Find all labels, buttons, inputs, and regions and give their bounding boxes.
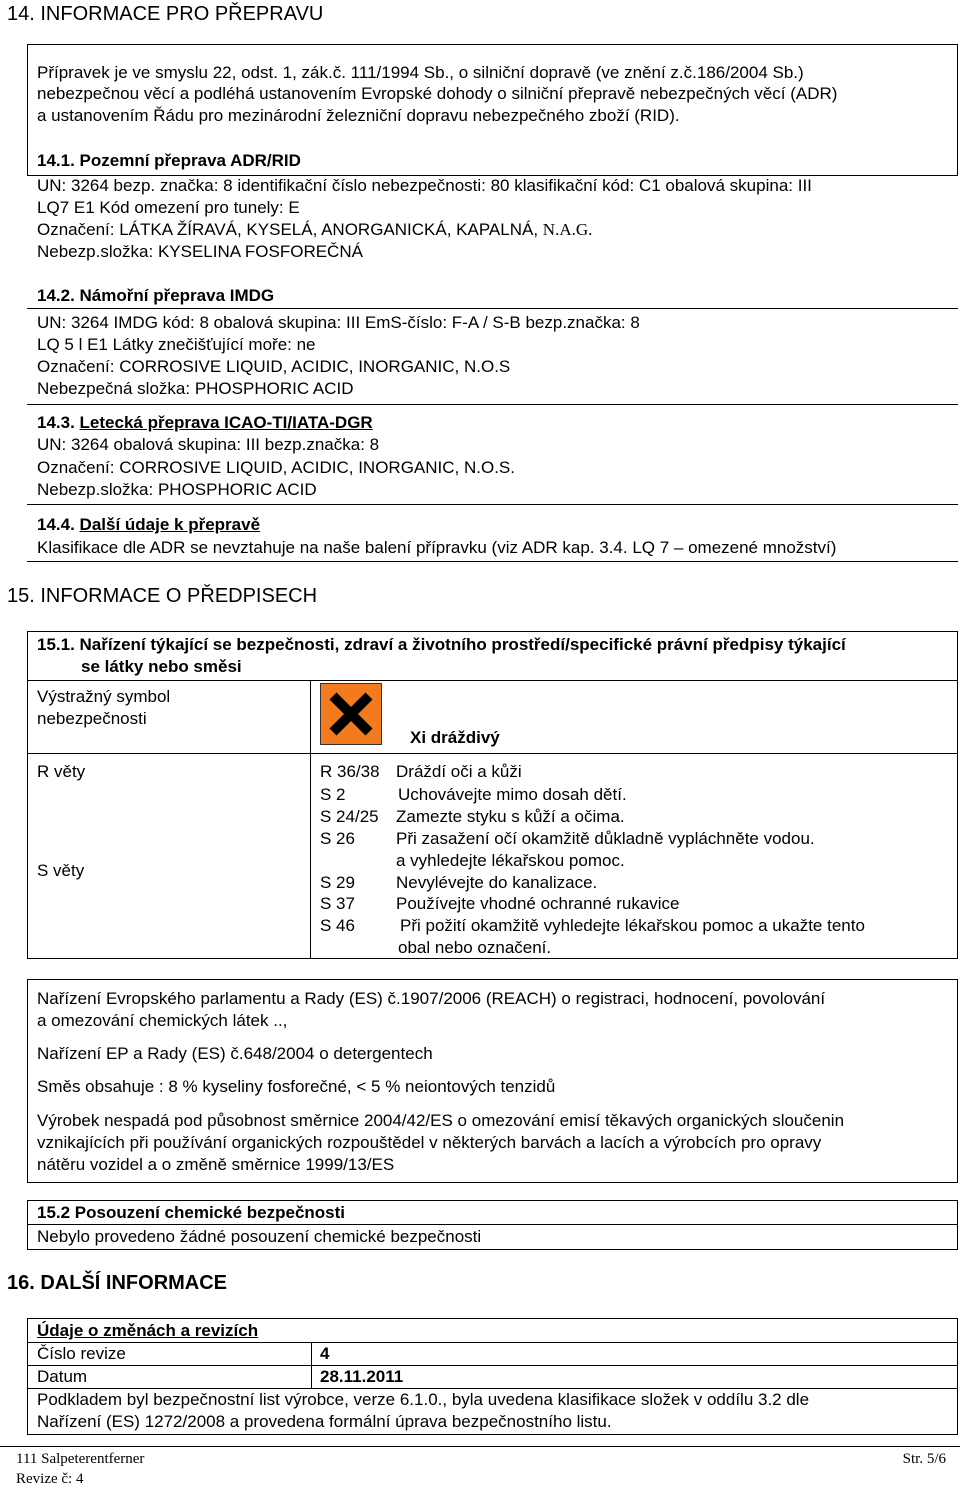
phrase-text: Dráždí oči a kůži — [396, 762, 522, 781]
phrase-code: S 37 — [320, 894, 355, 913]
adr-line-2: LQ7 E1 Kód omezení pro tunely: E — [37, 198, 300, 217]
phrase-text: Při zasažení očí okamžitě důkladně vypláchněte vodou. — [396, 829, 815, 848]
phrase-code: S 46 — [320, 916, 355, 935]
revision-date-label: Datum — [37, 1367, 88, 1386]
phrase-code: S 2 — [320, 785, 346, 804]
icao-line-3: Nebezp.složka: PHOSPHORIC ACID — [37, 480, 317, 499]
intro-line-2: nebezpečnou věcí a podléhá ustanovením Evropské dohody o silniční přepravě nebezpečných věcí (ADR) — [37, 84, 838, 103]
icao-title — [37, 412, 373, 434]
revision-table-divider — [311, 1342, 312, 1388]
other-title-number: 14.4. — [37, 515, 80, 534]
legislation-reach-line-1: Nařízení Evropského parlamentu a Rady (ES) č.1907/2006 (REACH) o registraci, hodnocení, povolování — [37, 989, 826, 1008]
assessment-text: Nebylo provedeno žádné posouzení chemické bezpečnosti — [37, 1227, 482, 1246]
phrase-text: Uchovávejte mimo dosah dětí. — [398, 785, 627, 804]
phrase-text: Zamezte styku s kůží a očima. — [396, 807, 625, 826]
r-phrases-label: R věty — [37, 762, 86, 781]
phrase-text: obal nebo označení. — [398, 938, 552, 957]
imdg-line-4: Nebezpečná složka: PHOSPHORIC ACID — [37, 379, 354, 398]
footer-revision: Revize č: 4 — [16, 1471, 84, 1487]
symbol-label-line-1: Výstražný symbol — [37, 687, 171, 706]
footer-product: 111 Salpeterentferner — [16, 1451, 145, 1467]
assessment-title: 15.2 Posouzení chemické bezpečnosti — [37, 1203, 346, 1222]
symbol-text: Xi dráždivý — [410, 728, 500, 747]
adr-line-3 — [37, 219, 592, 241]
imdg-line-3: Označení: CORROSIVE LIQUID, ACIDIC, INORGANIC, N.O.S — [37, 357, 511, 376]
adr-line-4: Nebezp.složka: KYSELINA FOSFOREČNÁ — [37, 242, 363, 261]
intro-line-3: a ustanovením Řádu pro mezinárodní železniční dopravu nebezpečného zboží (RID). — [37, 106, 680, 125]
intro-line-1: Přípravek je ve smyslu 22, odst. 1, zák.č. 111/1994 Sb., o silniční dopravě (ve znění z.č.186/2004 Sb.) — [37, 63, 804, 82]
other-title — [37, 514, 260, 536]
other-text: Klasifikace dle ADR se nevztahuje na naše balení přípravku (viz ADR kap. 3.4. LQ 7 – omezené množství) — [37, 538, 837, 557]
adr-designation: Označení: LÁTKA ŽÍRAVÁ, KYSELÁ, ANORGANICKÁ, KAPALNÁ, — [37, 220, 543, 239]
regulation-title-rule — [27, 680, 958, 681]
adr-title: 14.1. Pozemní přeprava ADR/RID — [37, 151, 301, 170]
icao-title-number: 14.3. — [37, 413, 80, 432]
phrase-text: Nevylévejte do kanalizace. — [396, 873, 598, 892]
phrase-code: S 24/25 — [320, 807, 379, 826]
phrase-text: Používejte vhodné ochranné rukavice — [396, 894, 680, 913]
revision-date-value: 28.11.2011 — [320, 1367, 404, 1386]
icao-line-2: Označení: CORROSIVE LIQUID, ACIDIC, INORGANIC, N.O.S. — [37, 458, 515, 477]
revision-note-line-1: Podkladem byl bezpečnostní list výrobce, verze 6.1.0., byla uvedena klasifikace složek v oddílu 3.2 dle — [37, 1390, 810, 1409]
other-bottom-rule — [27, 561, 958, 562]
revision-number-label: Číslo revize — [37, 1344, 126, 1363]
hazard-symbol-xi-icon — [320, 683, 382, 745]
imdg-title: 14.2. Námořní přeprava IMDG — [37, 286, 275, 305]
phrase-code: R 36/38 — [320, 762, 380, 781]
revision-number-value: 4 — [320, 1344, 330, 1363]
regulation-symbol-rule — [27, 753, 958, 754]
imdg-line-1: UN: 3264 IMDG kód: 8 obalová skupina: III EmS-číslo: F-A / S-B bezp.značka: 8 — [37, 313, 640, 332]
footer-page-number: Str. 5/6 — [902, 1451, 946, 1467]
voc-line-3: nátěru vozidel a o změně směrnice 1999/13/ES — [37, 1155, 395, 1174]
phrase-text: Při požití okamžitě vyhledejte lékařskou pomoc a ukažte tento — [400, 916, 865, 935]
imdg-rule — [27, 308, 958, 309]
phrase-code: S 29 — [320, 873, 355, 892]
mixture-content: Směs obsahuje : 8 % kyseliny fosforečné, < 5 % neiontových tenzidů — [37, 1077, 556, 1096]
voc-line-1: Výrobek nespadá pod působnost směrnice 2004/42/ES o omezování emisí těkavých organických sloučenin — [37, 1111, 845, 1130]
section-15-heading: 15. INFORMACE O PŘEDPISECH — [7, 585, 318, 607]
voc-line-2: vznikajících při používání organických rozpouštědel v některých barvách a lacích a výrobcích pro opravy — [37, 1133, 822, 1152]
icao-bottom-rule — [27, 504, 958, 505]
icao-top-rule — [27, 404, 958, 405]
icao-line-1: UN: 3264 obalová skupina: III bezp.značka: 8 — [37, 435, 380, 454]
adr-line-1: UN: 3264 bezp. značka: 8 identifikační číslo nebezpečnosti: 80 klasifikační kód: C1 obalová skupina: III — [37, 176, 812, 195]
s-phrases-label: S věty — [37, 861, 85, 880]
regulation-title-line-1: 15.1. Nařízení týkající se bezpečnosti, zdraví a životního prostředí/specifické právní předpisy týkající — [37, 635, 846, 654]
adr-nag: N.A.G. — [542, 220, 593, 239]
legislation-detergents: Nařízení EP a Rady (ES) č.648/2004 o detergentech — [37, 1044, 433, 1063]
other-title-text: Další údaje k přepravě — [79, 515, 261, 534]
revision-note-line-2: Nařízení (ES) 1272/2008 a provedena formální úprava bezpečnostního listu. — [37, 1412, 612, 1431]
regulation-column-divider — [310, 680, 311, 959]
footer-rule — [0, 1446, 960, 1447]
imdg-line-2: LQ 5 l E1 Látky znečišťující moře: ne — [37, 335, 316, 354]
regulation-title-line-2: se látky nebo směsi — [81, 657, 242, 676]
icao-title-text: Letecká přeprava ICAO-TI/IATA-DGR — [79, 413, 373, 432]
legislation-reach-line-2: a omezování chemických látek .., — [37, 1011, 288, 1030]
phrase-text: a vyhledejte lékařskou pomoc. — [396, 851, 625, 870]
section-16-heading: 16. DALŠÍ INFORMACE — [7, 1272, 228, 1294]
assessment-rule — [27, 1224, 958, 1225]
revision-table-rule — [27, 1342, 958, 1343]
section-14-heading: 14. INFORMACE PRO PŘEPRAVU — [7, 3, 324, 25]
phrase-code: S 26 — [320, 829, 355, 848]
cross-icon — [321, 684, 381, 744]
revision-table-rule — [27, 1365, 958, 1366]
revision-table-title: Údaje o změnách a revizích — [37, 1321, 259, 1340]
symbol-label-line-2: nebezpečnosti — [37, 709, 147, 728]
